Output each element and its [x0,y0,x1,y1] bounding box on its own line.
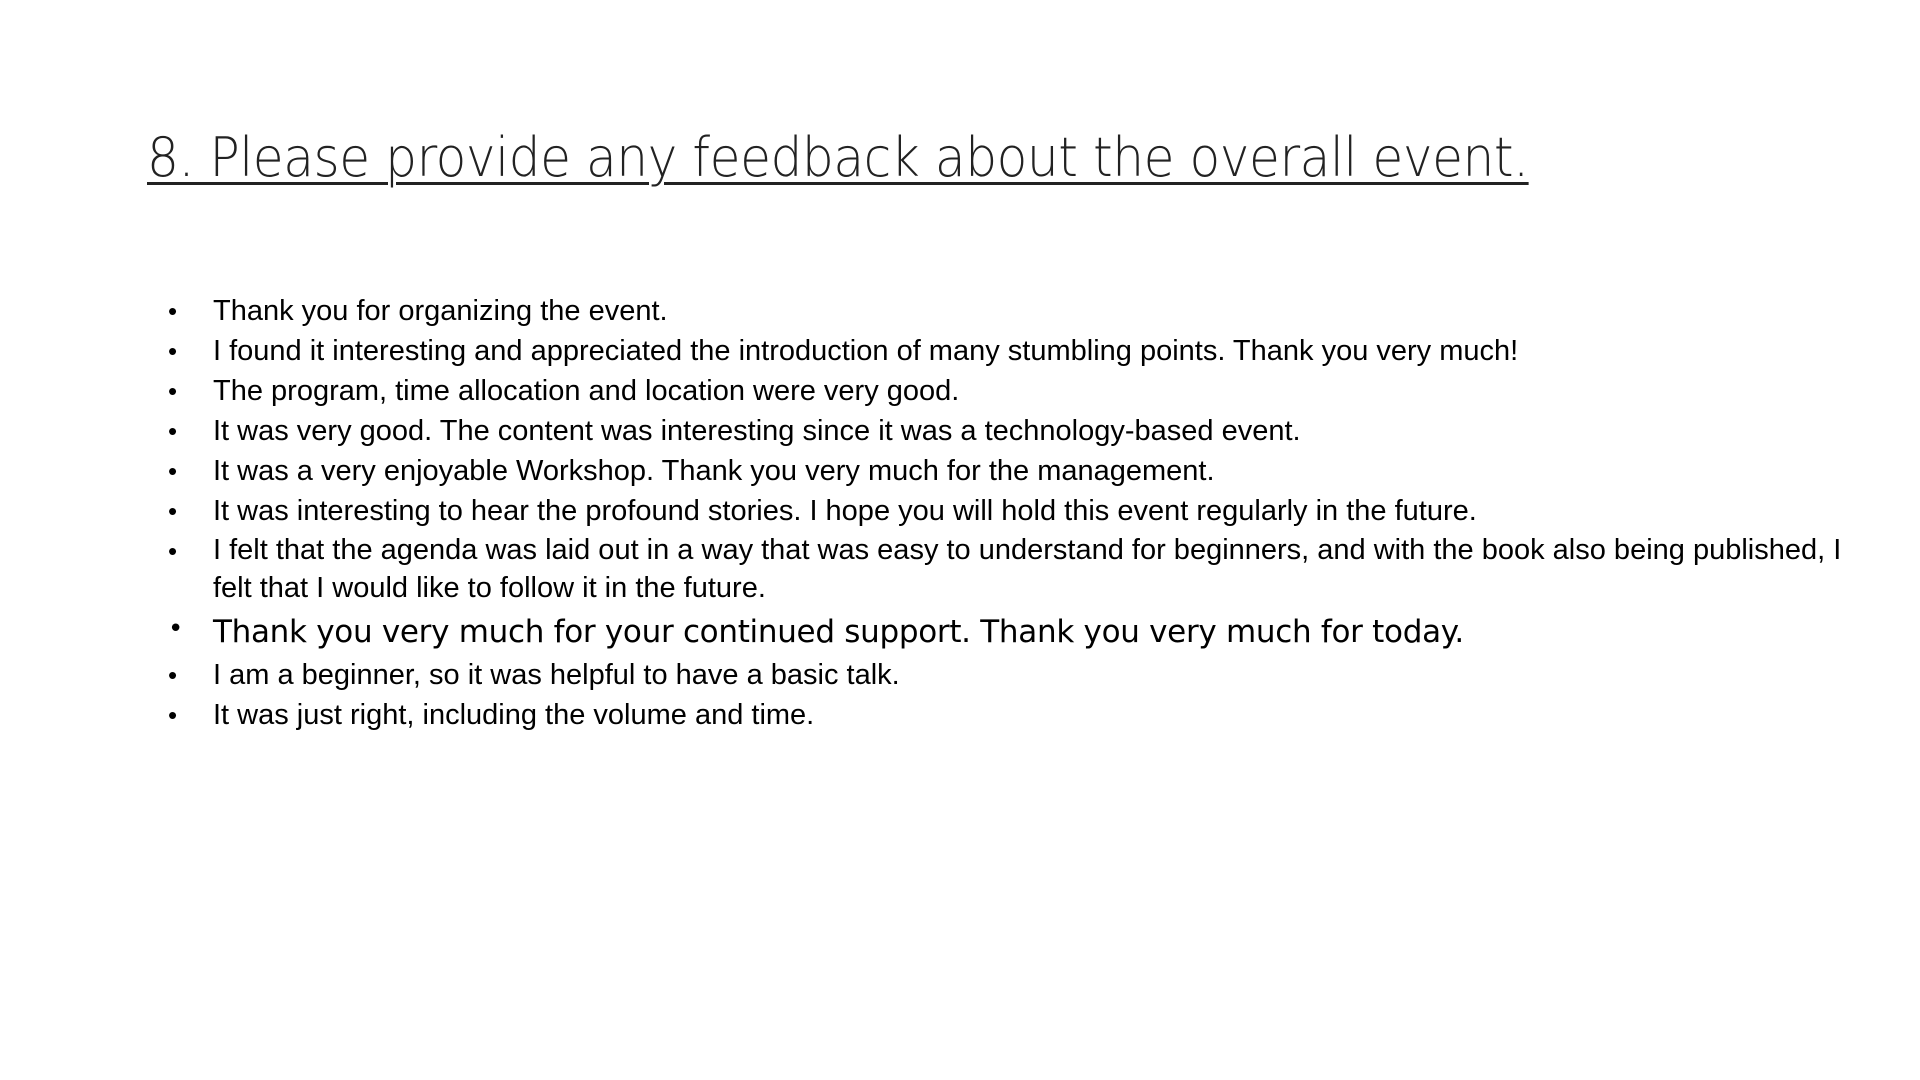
feedback-text: I found it interesting and appreciated the introduction of many stumbling points. Thank you very much! [213,335,1519,367]
bullet-icon: • [168,660,178,690]
bullet-icon: • [168,536,178,566]
feedback-text: The program, time allocation and location were very good. [213,375,960,407]
bullet-icon: • [168,376,178,406]
list-item [0,411,1920,451]
feedback-text: It was just right, including the volume and time. [213,699,815,731]
list-item [0,655,1920,695]
feedback-text: Thank you for organizing the event. [213,295,668,327]
list-item [0,451,1920,491]
list-item [0,531,1920,609]
feedback-text: Thank you very much for your continued support. Thank you very much for today. [213,614,1464,650]
list-item [0,331,1920,371]
feedback-text: It was a very enjoyable Workshop. Thank you very much for the management. [213,455,1215,487]
list-item [0,291,1920,331]
bullet-icon: • [168,496,178,526]
slide-title: 8. Please provide any feedback about the overall event. [147,126,1529,189]
bullet-icon: • [168,614,184,644]
bullet-icon: • [168,456,178,486]
bullet-icon: • [168,416,178,446]
feedback-text: I felt that the agenda was laid out in a way that was easy to understand for beginners, and with the book also being published, I felt that I would like to follow it in the future. [213,534,1842,604]
feedback-text: I am a beginner, so it was helpful to have a basic talk. [213,659,900,691]
bullet-icon: • [168,336,178,366]
list-item [0,371,1920,411]
bullet-icon: • [168,700,178,730]
feedback-text: It was very good. The content was interesting since it was a technology-based event. [213,415,1301,447]
feedback-text: It was interesting to hear the profound stories. I hope you will hold this event regularly in the future. [213,495,1477,527]
list-item [0,695,1920,735]
list-item [0,491,1920,531]
feedback-list [0,291,1920,735]
list-item [0,609,1920,655]
bullet-icon: • [168,296,178,326]
